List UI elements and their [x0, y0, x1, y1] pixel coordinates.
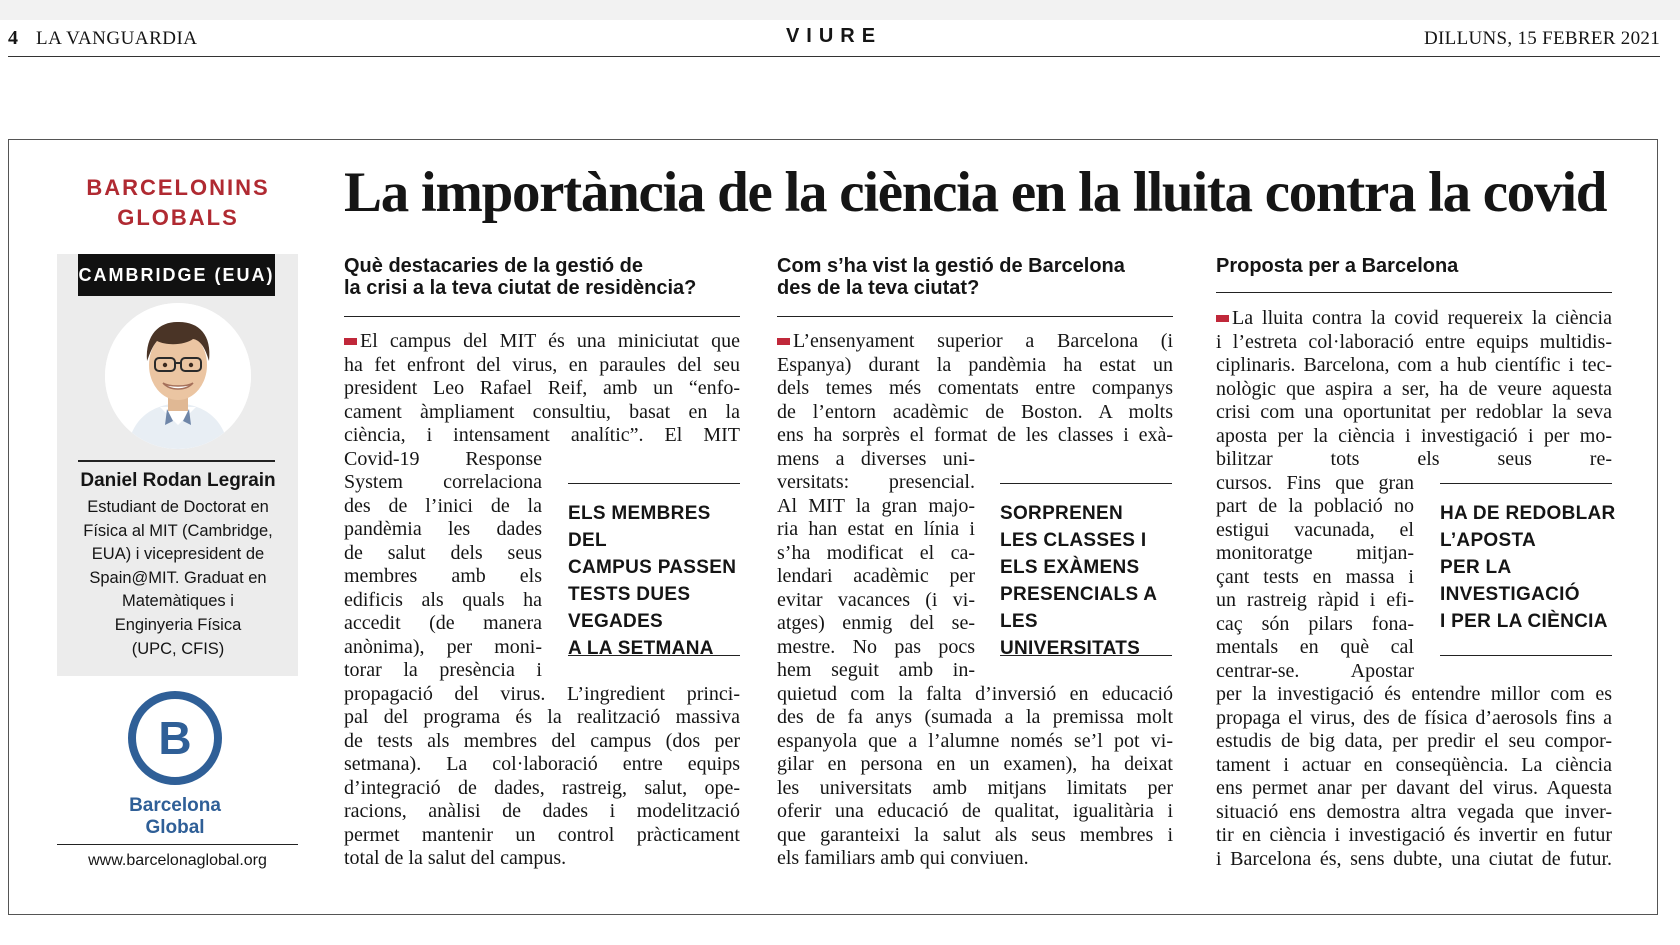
text-line: i Barcelona és, sens dubte, una ciutat de futur. — [1216, 847, 1612, 870]
pull-quote-line: PER LA — [1440, 557, 1512, 578]
text-line: els familiars amb qui conviuen. — [777, 847, 1029, 869]
text-line: anònima), per moni- — [344, 635, 542, 658]
bio-line: Enginyeria Física — [114, 615, 242, 634]
question-title — [1216, 255, 1616, 277]
text-line: ha fet enfront del virus, en paraules del seu — [344, 353, 740, 376]
location-label: CAMBRIDGE (EUA) — [78, 254, 275, 296]
text-line: atges) enmig del se- — [777, 612, 975, 634]
text-line: tament i actuar en conseqüència. La ciència — [1216, 753, 1612, 776]
text-line: mens a diverses uni- — [777, 447, 975, 470]
question-line: Què destacaries de la gestió de — [344, 255, 644, 277]
pull-quote-line: PRESENCIALS A — [1000, 584, 1158, 605]
text-line: membres amb els — [344, 565, 542, 587]
text-line: quietud com la falta d’inversió en educació — [777, 682, 1173, 705]
pull-quote-line: VEGADES — [568, 611, 664, 632]
headline: La importància de la ciència en la lluita contra la covid — [344, 161, 1607, 224]
text-line: de tests als membres del campus (dos per — [344, 729, 740, 752]
answer-text-bottom — [777, 683, 1173, 871]
text-line: mestre. No pas pocs — [777, 635, 975, 658]
question-divider — [777, 316, 1173, 317]
text-line: ria han estat en línia i — [777, 518, 975, 540]
text-line: permet mantenir un control pràcticament — [344, 823, 740, 846]
pull-quote-line: L’APOSTA — [1440, 530, 1536, 551]
text-line: accedit (de manera — [344, 612, 542, 634]
pull-quote-line: CAMPUS PASSEN — [568, 557, 737, 578]
question-divider — [1216, 292, 1612, 293]
text-line: situació ens demostra altra vegada que inver- — [1216, 800, 1612, 823]
author-photo — [105, 303, 251, 449]
author-bio — [72, 496, 284, 661]
page-header — [8, 20, 1660, 57]
text-line: Espanya) durant la pandèmia ha estat un — [777, 353, 1173, 376]
text-line: des de fa anys (sumada a la premissa molt — [777, 706, 1173, 728]
answer-text-bottom — [344, 683, 740, 871]
author-name: Daniel Rodan Legrain — [80, 470, 276, 491]
section-marker-icon — [777, 338, 790, 345]
org-website: www.barcelonaglobal.org — [88, 852, 267, 869]
text-line: oferir una educació de qualitat, igualitària i — [777, 800, 1173, 822]
text-line: setmana). La col·laboració entre equips — [344, 753, 740, 775]
text-line: mentals en què cal — [1216, 636, 1414, 658]
text-line: des de l’inici de la — [344, 494, 542, 517]
pull-quote-line: INVESTIGACIÓ — [1440, 584, 1580, 605]
text-line: El campus del MIT és una miniciutat que — [344, 330, 740, 354]
text-line: president Leo Rafael Reif, amb un “enfo- — [344, 377, 740, 399]
question-title — [344, 255, 744, 299]
text-line: La lluita contra la covid requereix la ciència — [1216, 307, 1612, 331]
text-line: ciència, i intensament analític”. El MIT — [344, 424, 740, 446]
text-line: tir en ciència i investigació és invertir en futur — [1216, 824, 1612, 846]
text-line: de l’entorn acadèmic de Boston. A molts — [777, 400, 1173, 423]
pull-quote-rule-bottom — [1440, 655, 1612, 656]
text-line: ciplinaris. Barcelona, com a hub científic i tec- — [1216, 354, 1612, 376]
text-line: cament àmpliament consultiu, basat en la — [344, 400, 740, 423]
newspaper-name: LA VANGUARDIA — [36, 28, 198, 49]
pull-quote-line: SORPRENEN — [1000, 503, 1124, 524]
author-portrait-icon — [105, 303, 251, 449]
pull-quote-line: TESTS DUES — [568, 584, 691, 605]
text-line: L’ensenyament superior a Barcelona (i — [777, 330, 1173, 354]
text-line: çant tests en massa i — [1216, 565, 1414, 588]
text-line: estudis de big data, per predir el seu compor- — [1216, 730, 1612, 752]
pull-quote-line: LES UNIVERSITATS — [1000, 611, 1141, 659]
bio-line: (UPC, CFIS) — [131, 639, 225, 658]
text-line: i l’estreta col·laboració entre equips multidis- — [1216, 330, 1612, 353]
question-divider — [344, 316, 740, 317]
text-line: propaga el virus, des de física d’aerosols fins a — [1216, 706, 1612, 729]
answer-text-narrow — [344, 448, 542, 683]
footer-divider — [57, 844, 298, 845]
text-line: torar la presència i — [344, 659, 542, 681]
section-marker-icon — [344, 338, 357, 345]
pull-quote-rule-top — [568, 483, 740, 484]
pull-quote-rule-bottom — [1000, 655, 1172, 656]
text-line: les universitats amb mitjans limitats per — [777, 776, 1173, 799]
text-line: aposta per la ciència i investigació i per mo- — [1216, 424, 1612, 447]
series-title-line: BARCELONINS — [86, 175, 270, 200]
text-line: evitar vacances (i vi- — [777, 588, 975, 611]
text-line: caç són pilars fona- — [1216, 612, 1414, 635]
text-line: centrar-se. Apostar — [1216, 659, 1414, 682]
logo-text-line: Global — [145, 817, 205, 838]
pull-quote-line: ELS MEMBRES DEL — [568, 503, 711, 551]
text-line: s’ha modificat el ca- — [777, 541, 975, 564]
text-line: dels temes més comentats entre companys — [777, 377, 1173, 399]
answer-text-top — [344, 330, 740, 448]
section-marker-icon — [1216, 315, 1229, 322]
text-line: edificis als quals ha — [344, 588, 542, 611]
pull-quote-line: ELS EXÀMENS — [1000, 557, 1140, 578]
bio-line: Matemàtiques i — [122, 592, 234, 611]
text-line: pal del programa és la realització massiva — [344, 706, 740, 728]
text-line: hem seguit amb in- — [777, 659, 975, 681]
text-line: monitoratge mitjan- — [1216, 542, 1414, 564]
text-line: un rastreig ràpid i efi- — [1216, 589, 1414, 611]
org-logo-icon — [126, 689, 224, 787]
text-line: bilitzar tots els seus re- — [1216, 448, 1612, 470]
series-title — [60, 173, 296, 233]
text-line: crisi com una oportunitat per redoblar la seva — [1216, 401, 1612, 423]
text-line: espanyola que a l’alumne només se’l pot vi- — [777, 729, 1173, 752]
bio-line: EUA) i vicepresident de — [91, 545, 265, 564]
logo-text-line: Barcelona — [129, 795, 221, 816]
pull-quote — [1440, 500, 1620, 635]
text-line: lendari acadèmic per — [777, 565, 975, 587]
page-number: 4 — [8, 27, 18, 49]
text-line: per la investigació és entendre millor com es — [1216, 683, 1612, 705]
bio-line: Estudiant de Doctorat en — [87, 498, 269, 516]
pull-quote-rule-top — [1440, 483, 1612, 484]
answer-text-top — [1216, 307, 1612, 472]
bio-line: Spain@MIT. Graduat en — [89, 568, 267, 587]
text-line: racions, anàlisi de dades i modelització — [344, 800, 740, 822]
question-line: Com s’ha vist la gestió de Barcelona — [777, 255, 1125, 277]
text-line: que garanteixi la salut als seus membres i — [777, 823, 1173, 846]
bio-line: Física al MIT (Cambridge, — [83, 521, 273, 540]
text-line: nològic que aspira a ser, ha de veure aquesta — [1216, 377, 1612, 400]
page-top-band — [0, 0, 1680, 20]
text-line: de salut dels seus — [344, 541, 542, 564]
text-line: ens permet anar per davant del virus. Aquesta — [1216, 777, 1612, 799]
text-line: part de la població no — [1216, 495, 1414, 517]
logo-letter: B — [158, 712, 192, 764]
text-line: gilar en persona en un examen), ha deixat — [777, 753, 1173, 775]
answer-text-bottom — [1216, 683, 1612, 871]
question-line: Proposta per a Barcelona — [1216, 255, 1459, 277]
series-title-line: GLOBALS — [117, 205, 239, 230]
pull-quote-line: LES CLASSES I — [1000, 530, 1147, 551]
text-line: total de la salut del campus. — [344, 847, 567, 869]
answer-text-top — [777, 330, 1173, 448]
pull-quote-rule-top — [1000, 483, 1172, 484]
text-line: System correlaciona — [344, 471, 542, 493]
section-name: VIURE — [785, 25, 883, 47]
text-line: ens ha sorprès el format de les classes i exà- — [777, 424, 1173, 446]
pull-quote-line: I PER LA CIÈNCIA — [1440, 611, 1608, 632]
question-title — [777, 255, 1177, 299]
text-line: versitats: presencial. — [777, 471, 975, 493]
answer-text-narrow — [1216, 472, 1414, 684]
text-line: pandèmia les dades — [344, 518, 542, 540]
pull-quote-line: HA DE REDOBLAR — [1440, 503, 1616, 524]
text-line: d’integració de dades, rastreig, salut, ope- — [344, 776, 740, 799]
pull-quote — [568, 500, 748, 662]
question-line: des de la teva ciutat? — [777, 277, 980, 299]
pull-quote-rule-bottom — [568, 655, 740, 656]
org-logo-text — [100, 795, 250, 839]
text-line: Al MIT la gran majo- — [777, 494, 975, 517]
text-line: estigui vacunada, el — [1216, 518, 1414, 541]
author-divider — [78, 460, 275, 462]
pull-quote-line: A LA SETMANA — [568, 638, 714, 659]
issue-date: DILLUNS, 15 FEBRER 2021 — [1424, 28, 1660, 49]
text-line: Covid-19 Response — [344, 447, 542, 470]
answer-text-narrow — [777, 448, 975, 683]
pull-quote — [1000, 500, 1180, 662]
text-line: cursos. Fins que gran — [1216, 471, 1414, 494]
text-line: propagació del virus. L’ingredient princi- — [344, 682, 740, 705]
question-line: la crisi a la teva ciutat de residència? — [344, 277, 697, 299]
